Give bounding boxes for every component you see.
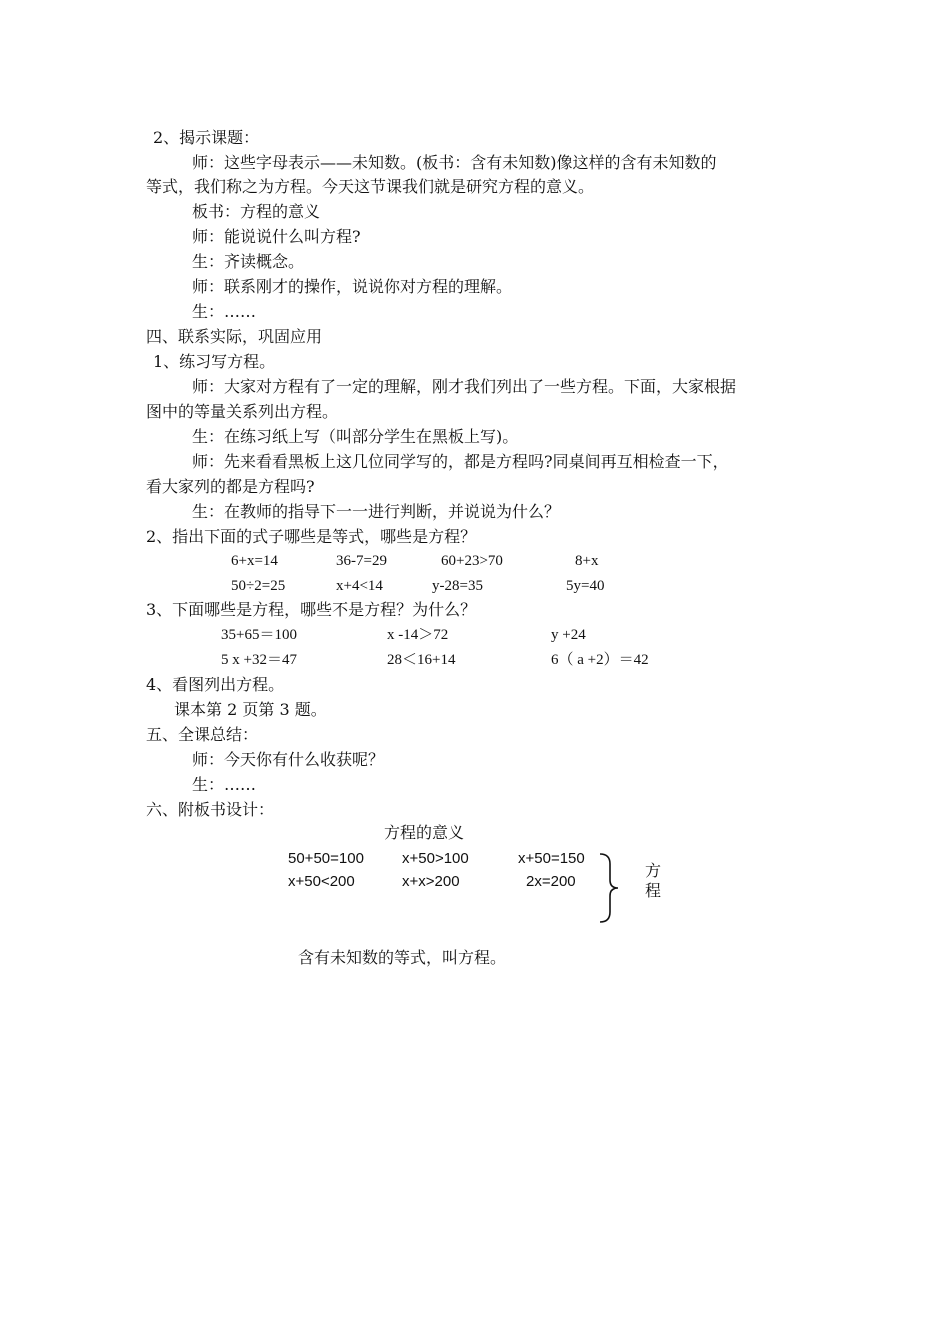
expression: 6+x=14 <box>231 553 278 569</box>
paragraph-line: 师：能说说什么叫方程? <box>192 227 361 246</box>
board-expression: x+50>100 <box>402 850 469 867</box>
section-heading: 四、联系实际，巩固应用 <box>146 327 323 346</box>
board-expression: x+50<200 <box>288 873 355 890</box>
expression: 6（ a +2）＝42 <box>551 652 649 668</box>
paragraph-line: 生：在教师的指导下一一进行判断，并说说为什么？ <box>192 502 561 521</box>
board-expression: 50+50=100 <box>288 850 364 867</box>
paragraph-line: 师：联系刚才的操作，说说你对方程的理解。 <box>192 277 513 296</box>
paragraph-line: 生：齐读概念。 <box>192 252 305 271</box>
expression: 35+65＝100 <box>221 627 297 643</box>
expression: 5y=40 <box>566 578 605 594</box>
expression: 36-7=29 <box>336 553 387 569</box>
expression: 5 x +32＝47 <box>221 652 297 668</box>
expression: 60+23>70 <box>441 553 503 569</box>
subsection-heading: 1、练习写方程。 <box>153 352 276 371</box>
board-expression: x+x>200 <box>402 873 460 890</box>
section-heading: 六、附板书设计： <box>146 800 275 819</box>
board-label: 方程 <box>645 863 662 900</box>
paragraph-line: 生：…… <box>192 775 257 794</box>
section-reveal-topic: 2、揭示课题： <box>153 128 260 147</box>
board-expression: x+50=150 <box>518 850 585 867</box>
paragraph-line: 师：今天你有什么收获呢？ <box>192 750 385 769</box>
expression: y-28=35 <box>432 578 483 594</box>
paragraph-line: 师：先来看看黑板上这几位同学写的，都是方程吗?同桌间再互相检查一下， <box>192 452 729 471</box>
right-brace-icon <box>598 852 620 924</box>
paragraph-line: 看大家列的都是方程吗? <box>146 477 315 496</box>
board-title: 方程的意义 <box>384 825 465 842</box>
expression: y +24 <box>551 627 586 643</box>
expression: 8+x <box>575 553 599 569</box>
expression: 28＜16+14 <box>387 652 456 668</box>
paragraph-line: 图中的等量关系列出方程。 <box>146 402 339 421</box>
board-conclusion: 含有未知数的等式，叫方程。 <box>298 948 507 967</box>
subsection-heading: 4、看图列出方程。 <box>146 675 285 694</box>
paragraph-line: 师：大家对方程有了一定的理解，刚才我们列出了一些方程。下面，大家根据 <box>192 377 737 396</box>
paragraph-line: 等式，我们称之为方程。今天这节课我们就是研究方程的意义。 <box>146 177 595 196</box>
section-heading: 五、全课总结： <box>146 725 259 744</box>
board-expression: 2x=200 <box>526 873 576 890</box>
paragraph-line: 板书：方程的意义 <box>192 202 321 221</box>
subsection-heading: 2、指出下面的式子哪些是等式，哪些是方程？ <box>146 527 477 546</box>
paragraph-line: 生：在练习纸上写（叫部分学生在黑板上写)。 <box>192 427 519 446</box>
paragraph-line: 师：这些字母表示——未知数。(板书：含有未知数)像这样的含有未知数的 <box>192 153 717 172</box>
paragraph-line: 生：…… <box>192 302 257 321</box>
expression: 50÷2=25 <box>231 578 286 594</box>
subsection-heading: 3、下面哪些是方程，哪些不是方程？为什么？ <box>146 600 477 619</box>
expression: x -14＞72 <box>387 627 449 643</box>
expression: x+4<14 <box>336 578 383 594</box>
paragraph-line: 课本第 2 页第 3 题。 <box>174 700 327 719</box>
